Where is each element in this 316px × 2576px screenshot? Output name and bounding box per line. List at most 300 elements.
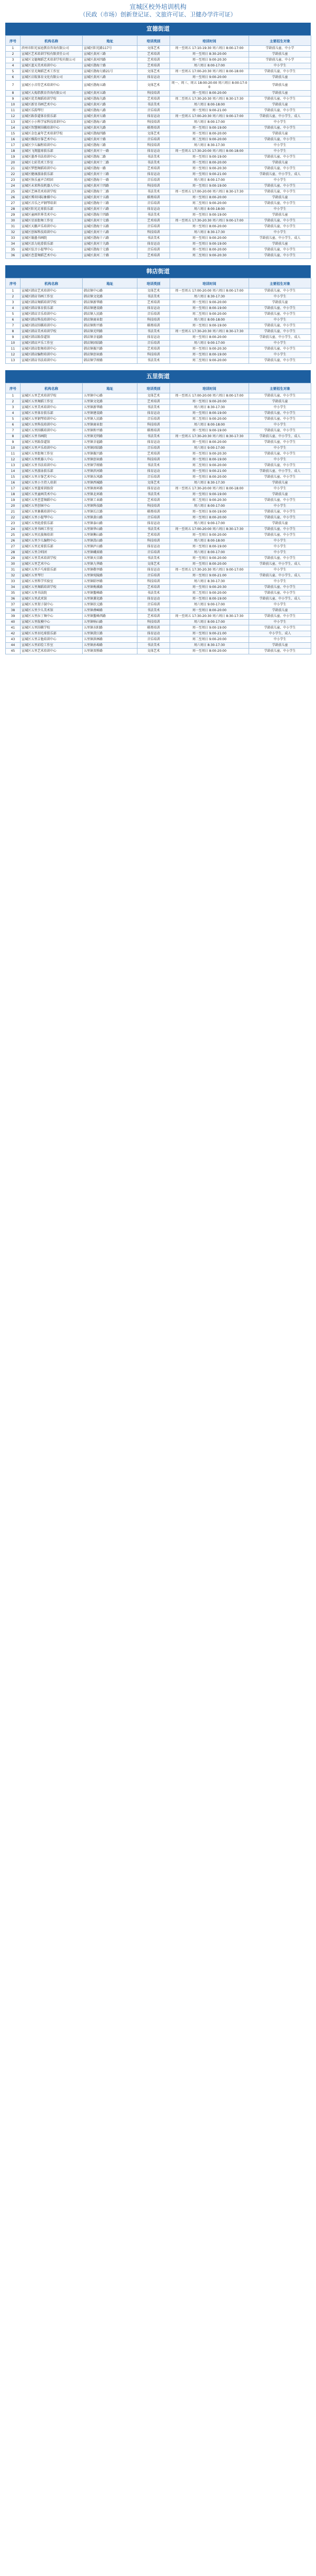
col-addr-cell: 五里镇嵩山路 [83,538,137,544]
col-index-cell: 29 [6,213,21,218]
col-index-cell: 8 [6,434,21,440]
col-type-cell: 音乐培训 [137,446,170,451]
col-target-cell: 学龄前儿童、中小学生 [249,614,311,620]
table-row [6,102,311,108]
col-name-cell: 宣城区音乐之声钢琴培训 [21,201,83,207]
col-target-cell: 学龄前儿童、中小学生、成人 [249,573,311,579]
col-target-cell: 学龄前儿童、中小学 [249,57,311,63]
col-time-cell: 周一至周五 17:00-20:30 周六周日 9:00-17:00 [170,114,249,120]
col-type-cell: 艺术培训 [137,451,170,457]
col-addr-cell: 五里镇天目路 [83,556,137,562]
col-index-cell: 36 [6,253,21,259]
col-index-cell: 30 [6,218,21,224]
col-target-cell: 中小学生 [249,230,311,236]
col-name-cell: 宣城区五里美术培训中心 [21,405,83,411]
col-addr-cell: 宣城区渤海三路 [83,143,137,149]
col-target-cell: 学龄前儿童、中小学生 [249,155,311,160]
col-target-cell: 学龄前儿童 [249,242,311,247]
col-name-cell: 宣城区小音符艺术培训中心 [21,81,83,91]
col-addr-cell: 五里镇梅溪路 [83,585,137,591]
col-name-cell: 宣城区五里科技培训中心 [21,422,83,428]
col-time-cell: 周六周日 8:00-18:00 [170,538,249,544]
col-type-cell: 音乐培训 [137,178,170,184]
col-type-cell: 文体艺术 [137,81,170,91]
col-target-cell: 学龄前儿童 [249,91,311,97]
section [5,265,311,364]
col-name-cell: 宣城区五里艺术培训学校 [21,393,83,399]
col-type-cell: 艺术培训 [137,52,170,57]
col-index-cell: 25 [6,533,21,538]
col-target-cell: 学龄前儿童、中小学生 [249,393,311,399]
col-index-cell: 3 [6,300,21,306]
table-row [6,160,311,166]
col-target-cell: 学龄前儿童 [249,399,311,405]
col-target-cell: 学龄前儿童、中小学生 [249,253,311,259]
col-time-cell: 周一至周日 8:00-20:00 [170,91,249,97]
col-index-cell: 15 [6,131,21,137]
table-row [6,149,311,155]
col-addr-cell: 五里镇西城路 [83,480,137,486]
col-target-cell: 学龄前儿童、中小学生 [249,625,311,631]
col-type-cell: 艺术培训 [137,585,170,591]
col-addr-cell: 宣城区黄河三路 [83,52,137,57]
col-type-cell: 体育运动 [137,544,170,550]
col-type-cell: 艺术培训 [137,166,170,172]
table-row [6,137,311,143]
col-name-cell: 宣城区五里声乐培训中心 [21,446,83,451]
col-type-cell: 书法美术 [137,492,170,498]
col-addr-cell: 五里镇文化路 [83,399,137,405]
col-addr-cell: 宣城区黄河七路 [83,114,137,120]
col-time-cell: 周一至周日 8:30-20:00 [170,52,249,57]
col-time-cell: 周六周日 9:00-17:00 [170,341,249,346]
col-target-cell: 学龄前儿童、中小学生 [249,556,311,562]
col-target-cell: 学龄前儿童 [249,643,311,649]
col-type-cell: 棋类培训 [137,625,170,631]
sections-container [0,23,316,654]
col-type-cell: 书法美术 [137,236,170,242]
col-time-cell: 周一至周日 9:00-19:00 [170,323,249,329]
col-index-cell: 1 [6,288,21,294]
col-index-cell: 39 [6,614,21,620]
col-addr-cell: 五里镇团结路 [83,446,137,451]
col-target-cell: 学龄前儿童、中小学生 [249,417,311,422]
col-addr-cell: 韩店镇建设路 [83,306,137,312]
col-index-cell: 13 [6,358,21,364]
col-target-cell: 中小学生 [249,352,311,358]
col-type-cell: 科技培训 [137,317,170,323]
col-target-cell: 学龄前儿童 [249,480,311,486]
col-addr-cell: 五里镇南环路 [83,486,137,492]
table-row [6,417,311,422]
col-index-cell: 31 [6,224,21,230]
col-type-cell: 体育运动 [137,207,170,213]
col-index-cell: 26 [6,195,21,201]
col-time-cell: 周一至周日 8:00-19:00 [170,596,249,602]
col-addr-cell: 宣城区黄河十八路 [83,230,137,236]
col-name-cell: 宣城区韩店艺术培训中心 [21,288,83,294]
col-type-cell: 体育运动 [137,521,170,527]
col-addr-cell: 宣城区黄河十六路 [83,207,137,213]
table-row [6,108,311,114]
col-time-cell: 周二至周日 9:00-20:00 [170,312,249,317]
col-name-cell: 宣城区五里艺术培训中心 [21,649,83,654]
col-index-cell: 17 [6,143,21,149]
page-subtitle: （民政（市场）创新登记证、文旅许可证、卫健办学许可证） [80,11,236,18]
col-name-cell: 宣城区翰墨书画院 [21,236,83,242]
col-addr-cell: 五里镇敬亭路 [83,567,137,573]
col-time-cell: 周一至周日 9:00-20:30 [170,585,249,591]
col-time-cell: 周一至周日 8:00-19:00 [170,306,249,312]
col-addr-cell: 宣城区渤海七路21号 [83,69,137,75]
col-type-cell: 体育运动 [137,486,170,492]
col-time-cell: 周二至周日 9:00-20:00 [170,201,249,207]
table-row [6,253,311,259]
col-name-cell: 宣城区文德舞蹈艺术培训学校有限公司 [21,57,83,63]
col-index-cell: 33 [6,236,21,242]
table-row [6,114,311,120]
col-name-cell: 宣城区五里乒乓球俱乐部 [21,567,83,573]
col-index-cell: 24 [6,184,21,189]
col-index-cell: 8 [6,91,21,97]
table-row [6,498,311,504]
col-time-cell: 周一至周日 8:00-20:00 [170,475,249,480]
col-type-cell: 音乐培训 [137,201,170,207]
table-row [6,637,311,643]
col-addr-cell: 五里镇振兴路 [83,451,137,457]
col-addr-cell: 五里镇黄山路 [83,515,137,521]
table-row [6,602,311,608]
column-header: 机构名称 [21,36,83,46]
col-type-cell: 文体艺术 [137,562,170,567]
table-row [6,556,311,562]
table-row [6,184,311,189]
col-time-cell: 周六周日 8:00-18:00 [170,317,249,323]
col-addr-cell: 韩店镇人民路 [83,312,137,317]
col-index-cell: 28 [6,550,21,556]
col-target-cell: 学龄前儿童、中小学生 [249,498,311,504]
col-addr-cell: 五里镇澄江路 [83,631,137,637]
col-target-cell: 学龄前儿童、中小学生 [249,97,311,102]
col-target-cell: 学龄前儿童、中小学生、成人 [249,562,311,567]
col-index-cell: 11 [6,108,21,114]
col-time-cell: 周一至周日 8:00-20:00 [170,195,249,201]
col-name-cell: 宣城区五里游泳俱乐部 [21,469,83,475]
col-name-cell: 宣城区五里跆拳道馆 [21,440,83,446]
col-addr-cell: 五里镇学府路 [83,463,137,469]
col-name-cell: 宣城区金色童年艺术培训学校 [21,131,83,137]
col-time-cell: 周一至周五 17:30-20:30 周六周日 8:30-17:30 [170,434,249,440]
table-row [6,189,311,195]
col-addr-cell: 韩店镇商业街 [83,317,137,323]
col-addr-cell: 宣城区黄河十四路 [83,184,137,189]
col-name-cell: 宣城区韩店街舞培训中心 [21,346,83,352]
col-target-cell: 中小学生 [249,504,311,509]
col-type-cell: 音乐培训 [137,602,170,608]
table-row [6,596,311,602]
col-name-cell: 宣城区五里古筝艺术中心 [21,475,83,480]
col-index-cell: 14 [6,126,21,131]
table-row [6,509,311,515]
col-target-cell: 学龄前儿童、中小学生、成人 [249,434,311,440]
table-row [6,446,311,451]
col-target-cell: 学龄前儿童、中小学生 [249,137,311,143]
col-target-cell: 中小学生 [249,567,311,573]
column-header: 序号 [6,278,21,288]
col-index-cell: 9 [6,440,21,446]
col-type-cell: 艺术培训 [137,399,170,405]
col-index-cell: 11 [6,346,21,352]
col-target-cell: 学龄前儿童、中小学生 [249,184,311,189]
col-name-cell: 宣城区五里童画美术中心 [21,492,83,498]
col-index-cell: 1 [6,46,21,52]
col-time-cell: 周一至周日 9:00-19:00 [170,213,249,218]
col-time-cell: 周六周日 8:00-18:00 [170,422,249,428]
col-index-cell: 19 [6,155,21,160]
col-index-cell: 12 [6,352,21,358]
col-name-cell: 宣城区启航体育文化有限公司 [21,75,83,81]
table-row [6,172,311,178]
col-target-cell: 学龄前儿童、中小学生、成人 [249,596,311,602]
col-type-cell: 艺术培训 [137,533,170,538]
col-index-cell: 20 [6,504,21,509]
col-name-cell: 宣城区墨香书法培训中心 [21,155,83,160]
col-time-cell: 周一至周日 9:00-20:00 [170,399,249,405]
table-row [6,97,311,102]
table-row [6,486,311,492]
col-name-cell: 宣城区五里羽毛球俱乐部 [21,631,83,637]
table-row [6,620,311,625]
col-type-cell: 书法美术 [137,358,170,364]
col-addr-cell: 宣城区渤海十四路 [83,213,137,218]
col-name-cell: 宣城区五里小提琴中心 [21,515,83,521]
col-type-cell: 书法美术 [137,329,170,335]
col-index-cell: 7 [6,323,21,329]
col-time-cell: 周六周日 8:30-17:30 [170,294,249,300]
col-index-cell: 1 [6,393,21,399]
col-type-cell: 体育运动 [137,469,170,475]
col-addr-cell: 宣城区渤海八路 [83,108,137,114]
col-name-cell: 宣城区五里舞蹈培训学校 [21,585,83,591]
col-target-cell: 学龄前儿童、中小学生、成人 [249,335,311,341]
col-addr-cell: 五里镇商业街 [83,422,137,428]
col-time-cell: 周一至周日 8:00-20:00 [170,515,249,521]
col-target-cell: 学龄前儿童、中小学生 [249,224,311,230]
col-type-cell: 体育运动 [137,75,170,81]
col-target-cell: 学龄前儿童、中小学生 [249,440,311,446]
col-addr-cell: 五里镇鳌峰路 [83,591,137,596]
table-row [6,300,311,306]
table-row [6,236,311,242]
col-time-cell: 周六周日 8:30-17:30 [170,405,249,411]
col-addr-cell: 宣城区渤海十一路 [83,178,137,184]
col-name-cell: 宣城区五里机器人中心 [21,457,83,463]
col-addr-cell: 五里镇东风路 [83,475,137,480]
table-row [6,155,311,160]
col-time-cell: 周一至周日 8:00-20:00 [170,247,249,253]
col-time-cell: 周一至周日 8:00-20:00 [170,608,249,614]
col-addr-cell: 韩店镇光明路 [83,329,137,335]
col-addr-cell: 宣城区黄河十路 [83,137,137,143]
col-addr-cell: 宣城区黄河二十路 [83,253,137,259]
col-type-cell: 体育运动 [137,631,170,637]
table-row [6,428,311,434]
table-row [6,527,311,533]
col-index-cell: 7 [6,81,21,91]
col-addr-cell: 宣城区黄河九路 [83,126,137,131]
table-row [6,341,311,346]
col-type-cell: 艺术培训 [137,57,170,63]
col-addr-cell: 宣城区黄河六路 [83,102,137,108]
col-index-cell: 38 [6,608,21,614]
col-target-cell: 学龄前儿童、中小学生 [249,329,311,335]
col-index-cell: 22 [6,172,21,178]
col-type-cell: 音乐培训 [137,515,170,521]
table-row [6,352,311,358]
col-type-cell: 文体艺术 [137,393,170,399]
col-type-cell: 体育运动 [137,172,170,178]
col-time-cell: 周一至周日 9:00-20:00 [170,300,249,306]
col-name-cell: 宣城区星光舞蹈艺术工作室 [21,69,83,75]
table-row [6,631,311,637]
col-type-cell: 艺术培训 [137,498,170,504]
col-addr-cell: 宣城区渤海九路 [83,97,137,102]
col-time-cell: 周六周日 8:00-18:00 [170,207,249,213]
col-index-cell: 3 [6,57,21,63]
col-addr-cell: 五里镇工业路 [83,498,137,504]
table-row [6,608,311,614]
col-addr-cell: 五里镇幸福路 [83,440,137,446]
col-time-cell: 周六周日 8:30-17:30 [170,230,249,236]
col-addr-cell: 五里镇光明路 [83,434,137,440]
col-time-cell: 周一至周日 9:00-20:30 [170,451,249,457]
col-name-cell: 宣城区活力轮滑俱乐部 [21,242,83,247]
col-addr-cell: 韩店镇和平路 [83,323,137,329]
table-row [6,411,311,417]
table-row [6,52,311,57]
col-type-cell: 书法美术 [137,405,170,411]
col-target-cell: 学龄前儿童 [249,52,311,57]
table-row [6,649,311,654]
col-target-cell: 学龄前儿童 [249,608,311,614]
col-target-cell: 中小学生 [249,143,311,149]
col-index-cell: 27 [6,544,21,550]
col-time-cell: 周六周日 8:00-17:00 [170,550,249,556]
col-target-cell: 学龄前儿童 [249,300,311,306]
col-index-cell: 31 [6,567,21,573]
table-row [6,625,311,631]
col-index-cell: 4 [6,411,21,417]
col-index-cell: 10 [6,341,21,346]
col-index-cell: 8 [6,329,21,335]
col-index-cell: 35 [6,591,21,596]
col-addr-cell: 五里镇长江路 [83,509,137,515]
col-time-cell: 周一至周日 9:00-20:00 [170,533,249,538]
col-target-cell: 学龄前儿童、中小学生、成人 [249,469,311,475]
col-target-cell: 中小学生 [249,446,311,451]
col-time-cell: 周六周日 8:00-17:00 [170,178,249,184]
table-row [6,75,311,81]
column-header: 培训类别 [137,383,170,393]
col-addr-cell: 五里镇洪林路 [83,637,137,643]
col-name-cell: 宣城区五里象棋培训中心 [21,509,83,515]
col-target-cell: 学龄前儿童 [249,81,311,91]
table-row [6,207,311,213]
col-addr-cell: 宣城区黄河十七路 [83,218,137,224]
col-name-cell: 宣城区七彩美术工作室 [21,160,83,166]
col-target-cell: 学龄前儿童、中小学生 [249,247,311,253]
col-index-cell: 26 [6,538,21,544]
col-time-cell: 周一至周日 8:00-20:00 [170,440,249,446]
table-row [6,393,311,399]
col-time-cell: 周六周日 8:00-17:00 [170,120,249,126]
col-type-cell: 艺术培训 [137,63,170,69]
col-time-cell: 周一至周日 9:00-19:00 [170,428,249,434]
table-row [6,538,311,544]
col-type-cell: 音乐培训 [137,573,170,579]
col-index-cell: 45 [6,649,21,654]
col-type-cell: 音乐培训 [137,341,170,346]
table-row [6,57,311,63]
col-type-cell: 艺术培训 [137,614,170,620]
table-row [6,69,311,75]
col-name-cell: 滨州市阳光家庭教育咨询有限公司 [21,46,83,52]
section-banner: 五里街道 [5,370,311,383]
col-index-cell: 27 [6,201,21,207]
table-row [6,329,311,335]
col-type-cell: 书法美术 [137,213,170,218]
institution-table [5,278,311,364]
col-name-cell: 宣城区五里钢琴培训中心 [21,417,83,422]
table-row [6,457,311,463]
col-index-cell: 37 [6,602,21,608]
col-time-cell: 周一至周五 17:00-20:00 周六周日 8:30-17:30 [170,189,249,195]
col-addr-cell: 宣城区黄河十九路 [83,242,137,247]
col-index-cell: 21 [6,509,21,515]
col-type-cell: 艺术培训 [137,97,170,102]
col-name-cell: 宣城区韩店编程培训中心 [21,352,83,358]
col-type-cell: 文体艺术 [137,649,170,654]
section-banner: 宣德街道 [5,23,311,35]
col-addr-cell: 宣城区渤海六路 [83,120,137,126]
col-type-cell: 文体艺术 [137,480,170,486]
col-target-cell: 学龄前儿童、中小学生 [249,323,311,329]
col-type-cell: 书法美术 [137,608,170,614]
col-addr-cell: 宣城区黄河十三路 [83,172,137,178]
col-index-cell: 30 [6,562,21,567]
col-index-cell: 4 [6,306,21,312]
institution-table [5,383,311,654]
col-target-cell: 学龄前儿童 [249,102,311,108]
col-type-cell: 科技培训 [137,504,170,509]
col-target-cell: 学龄前儿童、中小学生 [249,288,311,294]
col-addr-cell: 五里镇叠嶂路 [83,608,137,614]
col-name-cell: 宣城区五里围棋培训中心 [21,428,83,434]
col-addr-cell: 五里镇宛陵路 [83,573,137,579]
col-target-cell: 中小学生 [249,486,311,492]
col-target-cell: 中小学生 [249,457,311,463]
column-header: 主要招生对象 [249,278,311,288]
col-name-cell: 宣城区五里民族舞培训 [21,533,83,538]
col-type-cell: 书法美术 [137,102,170,108]
table-row [6,533,311,538]
col-name-cell: 宣城区艺术培训学校有限责任公司 [21,52,83,57]
table-row [6,492,311,498]
col-target-cell: 学龄前儿童 [249,521,311,527]
col-time-cell: 周六周日 8:00-17:00 [170,620,249,625]
col-name-cell: 宣城区韩店跆拳道馆 [21,335,83,341]
col-name-cell: 宣城区健康游泳俱乐部 [21,172,83,178]
